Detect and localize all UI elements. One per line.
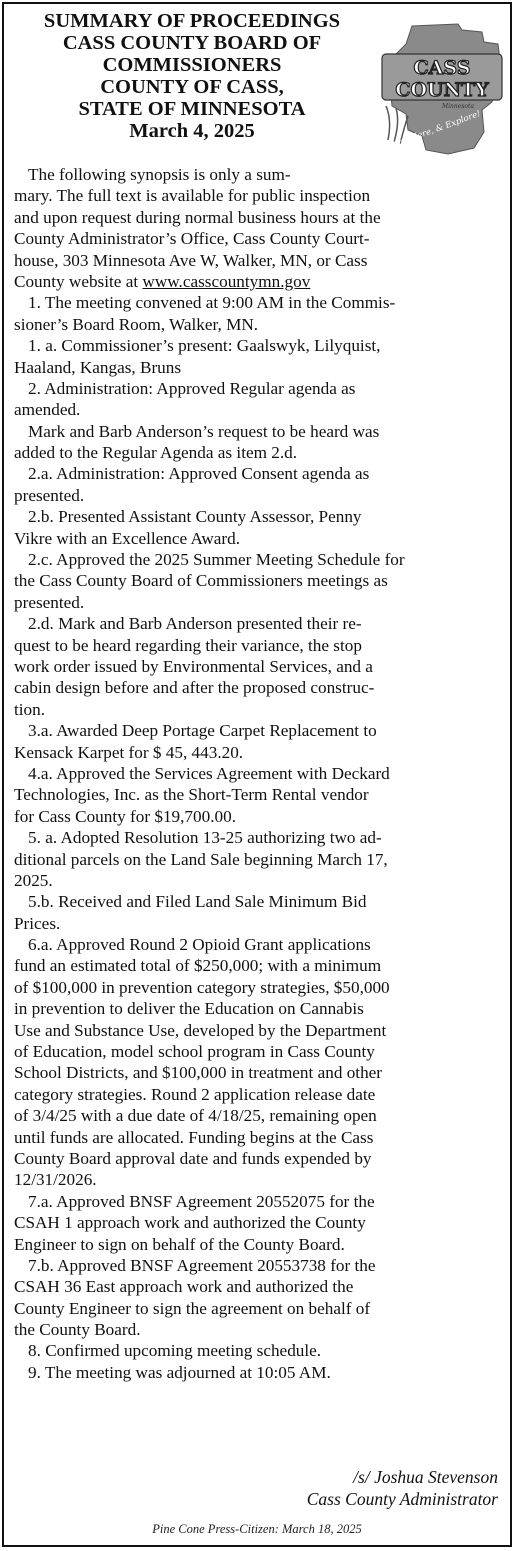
logo-cass-text: CASS — [413, 57, 471, 79]
proceedings-line: 2025. — [14, 870, 53, 890]
proceedings-line: Technologies, Inc. as the Short-Term Rental vendor — [14, 785, 369, 805]
proceedings-line: 3.a. Awarded Deep Portage Carpet Replacement to — [28, 721, 377, 741]
title-line: STATE OF MINNESOTA — [78, 98, 306, 120]
intro-line: mary. The full text is available for public inspection — [14, 186, 371, 206]
logo-tagline-text: Stay Here, & Explore! — [388, 109, 483, 152]
proceedings-line: Prices. — [14, 913, 61, 933]
proceedings-line: amended. — [14, 400, 81, 420]
proceedings-line: of Education, model school program in Cass County — [14, 1042, 375, 1062]
proceedings-line: tion. — [14, 699, 46, 719]
publication-credit: Pine Cone Press-Citizen: March 18, 2025 — [152, 1522, 362, 1536]
proceedings-line: 2.a. Administration: Approved Consent agenda as — [28, 464, 370, 484]
logo-county-text: COUNTY — [395, 79, 489, 101]
proceedings-line: 1. The meeting convened at 9:00 AM in the Commis- — [28, 293, 396, 313]
proceedings-line: Vikre with an Excellence Award. — [14, 528, 240, 548]
intro-line: The following synopsis is only a sum- — [28, 165, 291, 184]
proceedings-line: CSAH 36 East approach work and authorized the — [14, 1277, 354, 1297]
proceedings-line: 2.c. Approved the 2025 Summer Meeting Schedule for — [28, 550, 405, 570]
proceedings-line: 4.a. Approved the Services Agreement with Deckard — [28, 763, 390, 783]
proceedings-line: added to the Regular Agenda as item 2.d. — [14, 443, 298, 463]
proceedings-line: quest to be heard regarding their variance, the stop — [14, 635, 362, 655]
proceedings-line: County Board approval date and funds expended by — [14, 1148, 372, 1168]
proceedings-line: 5.b. Received and Filed Land Sale Minimum Bid — [28, 892, 367, 912]
proceedings-line: Haaland, Kangas, Bruns — [14, 357, 182, 377]
proceedings-line: until funds are allocated. Funding begins at the Cass — [14, 1127, 374, 1147]
proceedings-line: Mark and Barb Anderson’s request to be heard was — [28, 421, 380, 441]
county-website-link[interactable]: www.casscountymn.gov — [142, 271, 311, 291]
notice-body — [14, 164, 508, 1383]
proceedings-line: work order issued by Environmental Services, and a — [14, 656, 373, 676]
proceedings-line: 2.d. Mark and Barb Anderson presented their re- — [28, 614, 362, 634]
title-line: CASS COUNTY BOARD OF — [62, 32, 322, 54]
proceedings-line: Kensack Karpet for $ 45, 443.20. — [14, 742, 244, 762]
proceedings-line: 7.a. Approved BNSF Agreement 20552075 for the — [28, 1191, 375, 1211]
title-line: SUMMARY OF PROCEEDINGS — [43, 10, 341, 32]
proceedings-list — [14, 292, 508, 1383]
proceedings-line: 12/31/2026. — [14, 1170, 97, 1190]
proceedings-line: sioner’s Board Room, Walker, MN. — [14, 314, 259, 334]
proceedings-line: ditional parcels on the Land Sale beginning March 17, — [14, 849, 388, 869]
proceedings-line: Engineer to sign on behalf of the County Board. — [14, 1234, 345, 1254]
intro-prefix: County website at — [14, 271, 143, 291]
proceedings-line: of $100,000 in prevention category strategies, $50,000 — [14, 977, 390, 997]
intro-line: County Administrator’s Office, Cass County Court- — [14, 229, 370, 249]
proceedings-line: 7.b. Approved BNSF Agreement 20553738 for the — [28, 1255, 376, 1275]
proceedings-line: CSAH 1 approach work and authorized the County — [14, 1213, 366, 1233]
meeting-date: March 4, 2025 — [129, 120, 255, 142]
proceedings-line: 6.a. Approved Round 2 Opioid Grant applications — [28, 935, 371, 955]
notice-header — [12, 10, 372, 142]
proceedings-line: 8. Confirmed upcoming meeting schedule. — [28, 1341, 322, 1361]
signature-name: /s/ Joshua Stevenson — [353, 1467, 498, 1487]
intro-line — [14, 271, 508, 292]
proceedings-line: of 3/4/25 with a due date of 4/18/25, remaining open — [14, 1106, 377, 1126]
proceedings-line: 1. a. Commissioner’s present: Gaalswyk, Lilyquist, — [28, 336, 381, 356]
proceedings-line: 2.b. Presented Assistant County Assessor, Penny — [28, 507, 362, 527]
proceedings-line: County Engineer to sign the agreement on behalf of — [14, 1298, 371, 1318]
cass-county-logo — [378, 20, 506, 160]
proceedings-line: fund an estimated total of $250,000; with a minimum — [14, 956, 382, 976]
proceedings-line: the County Board. — [14, 1320, 141, 1340]
proceedings-line: Use and Substance Use, developed by the Department — [14, 1020, 387, 1040]
proceedings-line: 5. a. Adopted Resolution 13-25 authorizing two ad- — [28, 828, 382, 848]
proceedings-line: 9. The meeting was adjourned at 10:05 AM. — [28, 1362, 331, 1382]
proceedings-line: cabin design before and after the proposed construc- — [14, 678, 375, 698]
proceedings-line: category strategies. Round 2 application release date — [14, 1084, 376, 1104]
intro-line: and upon request during normal business hours at the — [14, 207, 381, 227]
proceedings-line: presented. — [14, 485, 85, 505]
signature-block — [307, 1466, 498, 1510]
proceedings-line: for Cass County for $19,700.00. — [14, 806, 236, 826]
intro-line: house, 303 Minnesota Ave W, Walker, MN, or Cass — [14, 250, 368, 270]
proceedings-line: in prevention to deliver the Education on Cannabis — [14, 999, 364, 1019]
signature-title: Cass County Administrator — [306, 1489, 498, 1509]
proceedings-line: School Districts, and $100,000 in treatment and other — [14, 1063, 383, 1083]
logo-minnesota-text: Minnesota — [441, 103, 475, 110]
title-line: COUNTY OF CASS, — [100, 76, 284, 98]
notice-frame — [2, 2, 512, 1547]
proceedings-line: 2. Administration: Approved Regular agenda as — [28, 378, 356, 398]
proceedings-line: presented. — [14, 592, 85, 612]
title-line: COMMISSIONERS — [102, 54, 282, 76]
proceedings-line: the Cass County Board of Commissioners meetings as — [14, 571, 388, 591]
